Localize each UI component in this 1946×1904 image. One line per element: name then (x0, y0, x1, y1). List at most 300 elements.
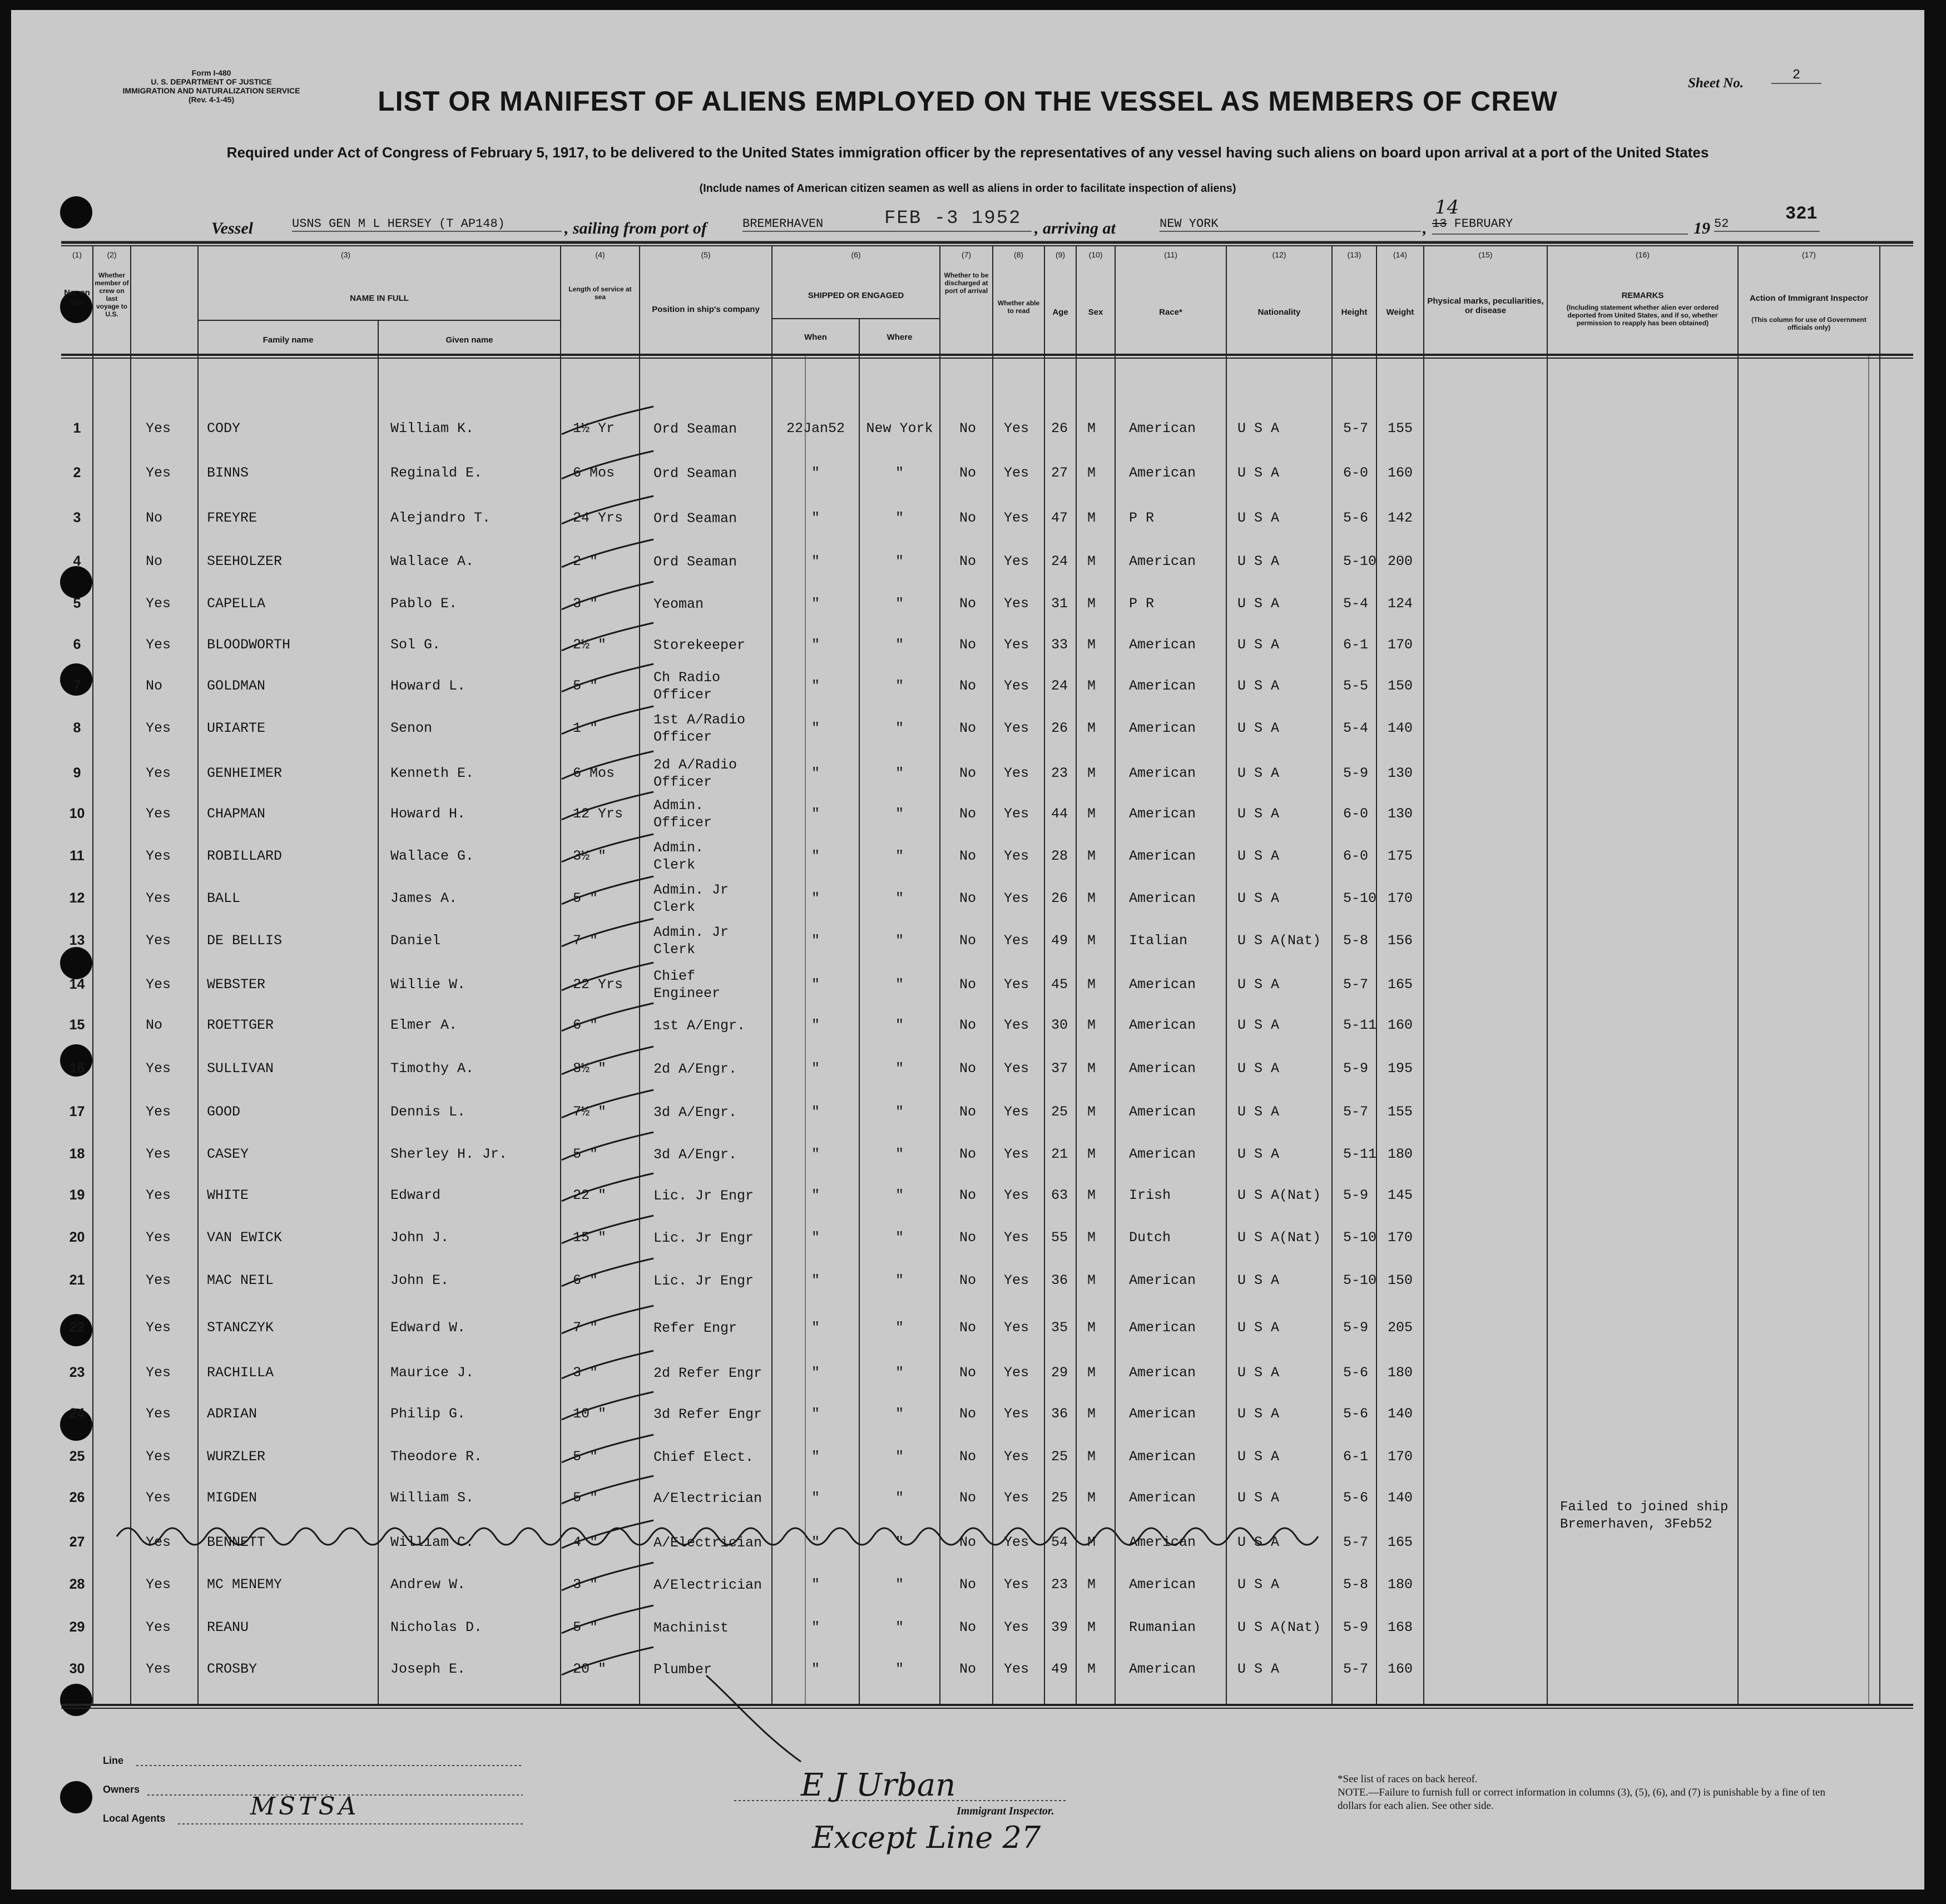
on-last-voyage: Yes (146, 1229, 171, 1246)
discharged-at-arrival: No (959, 1320, 977, 1336)
shipped-when: " (811, 848, 820, 864)
shipped-where: New York (866, 420, 933, 437)
column-header-c16_sub: (Including statement whether alien ever ordered deported from United States, and if so, whether permission to reapply has been obtained) (1566, 304, 1719, 327)
check-mark (559, 493, 659, 532)
family-name: CROSBY (207, 1661, 258, 1677)
age: 26 (1051, 420, 1068, 437)
nationality: U S A(Nat) (1237, 933, 1321, 949)
discharged-at-arrival: No (959, 678, 977, 694)
given-name: John E. (390, 1272, 449, 1288)
age: 36 (1051, 1406, 1068, 1422)
shipped-where: " (895, 1060, 904, 1077)
length-of-service: 22 " (573, 1187, 607, 1203)
able-to-read: Yes (1004, 465, 1029, 481)
nationality: U S A (1237, 1365, 1280, 1381)
able-to-read: Yes (1004, 720, 1029, 736)
row-number: 7 (73, 678, 81, 693)
age: 36 (1051, 1272, 1068, 1288)
row-number: 16 (69, 1060, 85, 1076)
ship-position-line: A/Electrician (653, 1535, 762, 1551)
row-number: 3 (73, 510, 81, 525)
height: 5-10 (1343, 1272, 1377, 1288)
ship-position-line: Officer (653, 815, 712, 831)
able-to-read: Yes (1004, 1017, 1029, 1033)
length-of-service: 6 Mos (573, 465, 615, 481)
nationality: U S A (1237, 1146, 1280, 1162)
length-of-service: 7½ " (573, 1104, 607, 1120)
on-last-voyage: Yes (146, 1406, 171, 1422)
on-last-voyage: Yes (146, 1449, 171, 1465)
age: 63 (1051, 1187, 1068, 1203)
discharged-at-arrival: No (959, 553, 977, 569)
nationality: U S A (1237, 1406, 1280, 1422)
able-to-read: Yes (1004, 420, 1029, 437)
sex: M (1087, 933, 1096, 949)
weight: 170 (1388, 890, 1413, 906)
column-header-c10: Sex (1088, 308, 1103, 317)
weight: 180 (1388, 1365, 1413, 1381)
given-name: Senon (390, 720, 433, 736)
height: 5-7 (1343, 420, 1369, 437)
shipped-when: " (811, 1229, 820, 1246)
sex: M (1087, 1576, 1096, 1593)
ship-position (653, 1661, 712, 1678)
ship-position-line: Lic. Jr Engr (653, 1273, 754, 1289)
on-last-voyage: Yes (146, 765, 171, 781)
ship-position-line: Plumber (653, 1662, 712, 1678)
shipped-when: " (811, 1320, 820, 1336)
sex: M (1087, 510, 1096, 526)
column-header-c7: Whether to be discharged at port of arrival (944, 271, 989, 295)
ship-position (653, 1490, 762, 1507)
column-header-c6b: Where (887, 333, 913, 342)
shipped-when: " (811, 637, 820, 653)
column-number: (14) (1393, 250, 1407, 259)
length-of-service: 7 " (573, 1320, 598, 1336)
on-last-voyage: Yes (146, 720, 171, 736)
ship-position-line: Clerk (653, 941, 696, 958)
length-of-service: 3½ " (573, 848, 607, 864)
height: 5-10 (1343, 890, 1377, 906)
check-mark (559, 404, 659, 443)
sex: M (1087, 1490, 1096, 1506)
shipped-when: " (811, 1576, 820, 1593)
age: 39 (1051, 1619, 1068, 1635)
check-mark (559, 1171, 659, 1209)
column-number: (4) (595, 250, 605, 259)
height: 6-1 (1343, 637, 1369, 653)
age: 37 (1051, 1060, 1068, 1077)
length-of-service: 5 " (573, 1490, 598, 1506)
discharged-at-arrival: No (959, 848, 977, 864)
on-last-voyage: Yes (146, 1146, 171, 1162)
nationality: U S A (1237, 465, 1280, 481)
sex: M (1087, 890, 1096, 906)
family-name: REANU (207, 1619, 249, 1635)
discharged-at-arrival: No (959, 933, 977, 949)
on-last-voyage: Yes (146, 976, 171, 993)
shipped-when: " (811, 1146, 820, 1162)
age: 49 (1051, 1661, 1068, 1677)
height: 5-6 (1343, 510, 1369, 526)
age: 23 (1051, 765, 1068, 781)
shipped-when: " (811, 976, 820, 993)
weight: 160 (1388, 465, 1413, 481)
weight: 205 (1388, 1320, 1413, 1336)
nationality: U S A (1237, 848, 1280, 864)
on-last-voyage: Yes (146, 1576, 171, 1593)
race: American (1129, 1661, 1196, 1677)
weight: 180 (1388, 1146, 1413, 1162)
ship-position (653, 1229, 754, 1247)
column-header-c9: Age (1052, 308, 1068, 317)
race: American (1129, 848, 1196, 864)
column-number: (10) (1088, 250, 1103, 259)
age: 24 (1051, 678, 1068, 694)
family-name: CODY (207, 420, 241, 437)
age: 33 (1051, 637, 1068, 653)
row-number: 2 (73, 465, 81, 480)
check-mark (559, 579, 659, 618)
nationality: U S A (1237, 1104, 1280, 1120)
service-name: IMMIGRATION AND NATURALIZATION SERVICE (122, 86, 300, 95)
check-mark (559, 1518, 659, 1556)
length-of-service: 6 " (573, 1017, 598, 1033)
ship-position-line: Officer (653, 687, 712, 703)
ship-position-line: Yeoman (653, 596, 704, 612)
remarks-text: Failed to joined ship (1560, 1500, 1729, 1515)
column-header-c13: Height (1341, 308, 1368, 317)
height: 6-0 (1343, 465, 1369, 481)
agents-value: MSTSA (250, 1792, 360, 1821)
able-to-read: Yes (1004, 678, 1029, 694)
form-number: Form I-480 (191, 68, 231, 77)
on-last-voyage: Yes (146, 420, 171, 437)
weight: 170 (1388, 637, 1413, 653)
shipped-when: " (811, 1661, 820, 1677)
given-name: William S. (390, 1490, 474, 1506)
race: American (1129, 1104, 1196, 1120)
weight: 170 (1388, 1229, 1413, 1246)
check-mark (559, 789, 659, 828)
column-header-c3: NAME IN FULL (350, 294, 409, 303)
weight: 160 (1388, 1017, 1413, 1033)
shipped-where: " (895, 1320, 904, 1336)
check-mark (559, 620, 659, 659)
page-title: LIST OR MANIFEST OF ALIENS EMPLOYED ON THE VESSEL AS MEMBERS OF CREW (378, 86, 1558, 117)
race: P R (1129, 510, 1155, 526)
row-number: 29 (69, 1619, 85, 1635)
check-mark (559, 1303, 659, 1342)
sex: M (1087, 1365, 1096, 1381)
ship-position (653, 756, 737, 791)
given-name: Pablo E. (390, 596, 458, 612)
height: 6-0 (1343, 848, 1369, 864)
able-to-read: Yes (1004, 1449, 1029, 1465)
on-last-voyage: Yes (146, 933, 171, 949)
discharged-at-arrival: No (959, 1449, 977, 1465)
ship-position (653, 596, 704, 613)
sheet-label: Sheet No. (1688, 76, 1744, 91)
race: Irish (1129, 1187, 1171, 1203)
given-name: Sol G. (390, 637, 441, 653)
nationality: U S A (1237, 976, 1280, 993)
weight: 130 (1388, 765, 1413, 781)
nationality: U S A (1237, 890, 1280, 906)
ship-position (653, 1017, 745, 1034)
check-mark (559, 1213, 659, 1252)
nationality: U S A (1237, 1060, 1280, 1077)
given-name: Joseph E. (390, 1661, 466, 1677)
height: 5-9 (1343, 1619, 1369, 1635)
height: 6-1 (1343, 1449, 1369, 1465)
discharged-at-arrival: No (959, 1365, 977, 1381)
row-number: 6 (73, 637, 81, 652)
given-name: Howard L. (390, 678, 466, 694)
column-header-c3b: Given name (445, 335, 493, 345)
sex: M (1087, 1619, 1096, 1635)
shipped-when: " (811, 1534, 820, 1550)
given-name: Daniel (390, 933, 441, 949)
check-mark (559, 1560, 659, 1599)
given-name: Alejandro T. (390, 510, 491, 526)
on-last-voyage: Yes (146, 1534, 171, 1550)
shipped-when: " (811, 1619, 820, 1635)
weight: 140 (1388, 720, 1413, 736)
ship-position-line: Officer (653, 774, 712, 790)
arrival-month: FEBRUARY (1454, 217, 1513, 231)
sex: M (1087, 637, 1096, 653)
written-day: 14 (1435, 196, 1459, 219)
shipped-when: " (811, 806, 820, 822)
column-number: (1) (72, 250, 82, 259)
column-number: (16) (1636, 250, 1650, 259)
ship-position (653, 1187, 754, 1204)
nationality: U S A (1237, 1449, 1280, 1465)
ship-position-line: A/Electrician (653, 1490, 762, 1506)
race: American (1129, 976, 1196, 993)
ship-position-line: 3d A/Engr. (653, 1147, 737, 1163)
able-to-read: Yes (1004, 1272, 1029, 1288)
remarks-line-27 (1560, 1499, 1728, 1533)
height: 5-7 (1343, 976, 1369, 993)
nationality: U S A(Nat) (1237, 1229, 1321, 1246)
check-mark (559, 1432, 659, 1471)
on-last-voyage: Yes (146, 1320, 171, 1336)
footnotes (1338, 1773, 1827, 1813)
sex: M (1087, 1320, 1096, 1336)
shipped-when: " (811, 933, 820, 949)
height: 5-7 (1343, 1104, 1369, 1120)
sex: M (1087, 596, 1096, 612)
length-of-service: 20 " (573, 1661, 607, 1677)
nationality: U S A (1237, 596, 1280, 612)
weight: 180 (1388, 1576, 1413, 1593)
race: American (1129, 1406, 1196, 1422)
age: 28 (1051, 848, 1068, 864)
length-of-service: 3 " (573, 1365, 598, 1381)
row-number: 10 (69, 806, 85, 821)
shipped-when: " (811, 596, 820, 612)
ship-position-line: Chief (653, 968, 696, 984)
given-name: Edward (390, 1187, 441, 1203)
owners-label: Owners (103, 1784, 140, 1795)
race: American (1129, 1146, 1196, 1162)
height: 5-7 (1343, 1534, 1369, 1550)
ship-position (653, 1320, 737, 1337)
sex: M (1087, 976, 1096, 993)
family-name: CASEY (207, 1146, 249, 1162)
ship-position-line: Admin. Jr (653, 924, 729, 940)
department-name: U. S. DEPARTMENT OF JUSTICE (151, 77, 272, 86)
family-name: CAPELLA (207, 596, 266, 612)
stamp-number: 321 (1785, 204, 1818, 224)
check-mark (559, 831, 659, 870)
family-name: BLOODWORTH (207, 637, 291, 653)
on-last-voyage: Yes (146, 1060, 171, 1077)
on-last-voyage: Yes (146, 637, 171, 653)
line-label: Line (103, 1755, 124, 1766)
ship-position-line: 1st A/Engr. (653, 1018, 746, 1034)
column-number: (6) (851, 250, 861, 259)
on-last-voyage: Yes (146, 848, 171, 864)
length-of-service: 1½ Yr (573, 420, 615, 437)
ship-position-line: Ord Seaman (653, 465, 737, 482)
check-mark (559, 748, 659, 787)
column-header-c4: Length of service at sea (568, 285, 632, 301)
column-number: (15) (1478, 250, 1493, 259)
race: Rumanian (1129, 1619, 1196, 1635)
height: 5-6 (1343, 1365, 1369, 1381)
ship-position-line: 2d A/Radio (653, 757, 737, 773)
shipped-when: " (811, 1017, 820, 1033)
family-name: RACHILLA (207, 1365, 274, 1381)
height: 5-9 (1343, 765, 1369, 781)
length-of-service: 12 Yrs (573, 806, 623, 822)
length-of-service: 8½ " (573, 1060, 607, 1077)
shipped-where: " (895, 1017, 904, 1033)
shipped-where: " (895, 1146, 904, 1162)
ship-position (653, 881, 729, 916)
sex: M (1087, 678, 1096, 694)
family-name: VAN EWICK (207, 1229, 283, 1246)
ship-position (653, 669, 720, 703)
shipped-where: " (895, 1576, 904, 1593)
discharged-at-arrival: No (959, 1060, 977, 1077)
length-of-service: 5 " (573, 1449, 598, 1465)
height: 5-11 (1343, 1017, 1377, 1033)
ship-position (653, 1365, 762, 1382)
shipped-where: " (895, 933, 904, 949)
age: 21 (1051, 1146, 1068, 1162)
nationality: U S A (1237, 765, 1280, 781)
race: American (1129, 1490, 1196, 1506)
able-to-read: Yes (1004, 1146, 1029, 1162)
shipped-where: " (895, 1490, 904, 1506)
length-of-service: 3 " (573, 596, 598, 612)
race: American (1129, 1017, 1196, 1033)
nationality: U S A(Nat) (1237, 1187, 1321, 1203)
family-name: ADRIAN (207, 1406, 258, 1422)
shipped-where: " (895, 1365, 904, 1381)
row-number: 20 (69, 1229, 85, 1245)
given-name: Kenneth E. (390, 765, 474, 781)
ship-position (653, 797, 712, 831)
ship-position (653, 924, 729, 958)
on-last-voyage: No (146, 553, 163, 569)
age: 44 (1051, 806, 1068, 822)
discharged-at-arrival: No (959, 420, 977, 437)
discharged-at-arrival: No (959, 720, 977, 736)
shipped-where: " (895, 553, 904, 569)
shipped-when: " (811, 890, 820, 906)
age: 23 (1051, 1576, 1068, 1593)
check-mark (559, 1000, 659, 1039)
weight: 165 (1388, 976, 1413, 993)
check-mark (559, 448, 659, 487)
check-mark (559, 1129, 659, 1168)
given-name: Maurice J. (390, 1365, 474, 1381)
weight: 150 (1388, 678, 1413, 694)
column-header-c14: Weight (1386, 308, 1414, 317)
ship-position (653, 1449, 754, 1466)
race: American (1129, 890, 1196, 906)
given-name: Willie W. (390, 976, 466, 993)
weight: 160 (1388, 1661, 1413, 1677)
able-to-read: Yes (1004, 1229, 1029, 1246)
discharged-at-arrival: No (959, 1272, 977, 1288)
shipped-when: " (811, 1104, 820, 1120)
race: P R (1129, 596, 1155, 612)
column-number: (17) (1802, 250, 1816, 259)
row-number: 26 (69, 1490, 85, 1505)
row-number: 21 (69, 1272, 85, 1288)
check-mark (559, 1348, 659, 1387)
length-of-service: 7 " (573, 933, 598, 949)
height: 5-8 (1343, 1576, 1369, 1593)
age: 26 (1051, 720, 1068, 736)
on-last-voyage: No (146, 678, 163, 694)
row-number: 19 (69, 1187, 85, 1203)
ship-position-line: Officer (653, 729, 712, 745)
age: 25 (1051, 1490, 1068, 1506)
age: 54 (1051, 1534, 1068, 1550)
struck-day: 13 (1432, 217, 1447, 231)
ship-position-line: Ord Seaman (653, 510, 737, 527)
check-mark (559, 661, 659, 700)
race: American (1129, 720, 1196, 736)
age: 25 (1051, 1449, 1068, 1465)
discharged-at-arrival: No (959, 510, 977, 526)
remarks-text: Bremerhaven, 3Feb52 (1560, 1517, 1712, 1532)
height: 5-9 (1343, 1060, 1369, 1077)
discharged-at-arrival: No (959, 465, 977, 481)
family-name: SEEHOLZER (207, 553, 283, 569)
shipped-when: " (811, 1060, 820, 1077)
ship-position-line: Storekeeper (653, 637, 746, 653)
ship-position-line: Ord Seaman (653, 421, 737, 437)
discharged-at-arrival: No (959, 1017, 977, 1033)
given-name: Elmer A. (390, 1017, 458, 1033)
shipped-where: " (895, 765, 904, 781)
column-number: (3) (340, 250, 351, 259)
column-number: (8) (1013, 250, 1024, 259)
shipped-when: 22Jan52 (786, 420, 845, 437)
sailing-label: , sailing from port of (565, 219, 707, 237)
length-of-service: 5 " (573, 890, 598, 906)
ship-position-line: Engineer (653, 985, 721, 1001)
on-last-voyage: No (146, 1017, 163, 1033)
